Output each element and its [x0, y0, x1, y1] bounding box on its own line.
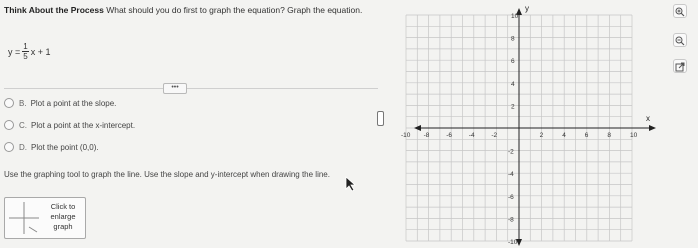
- option-d[interactable]: [4, 141, 135, 153]
- x-tick-label: 6: [584, 132, 589, 139]
- option-letter: C.: [19, 120, 27, 130]
- option-c[interactable]: [4, 119, 135, 131]
- equation-rhs: x + 1: [30, 46, 51, 57]
- enlarge-line1: Click to: [50, 202, 76, 211]
- x-axis-arrow-right: [649, 125, 656, 131]
- x-tick-label: -10: [401, 132, 411, 139]
- y-axis-label: y: [525, 4, 529, 13]
- x-tick-label: -6: [446, 132, 452, 139]
- fraction-denominator: 5: [23, 52, 28, 61]
- option-b[interactable]: [4, 97, 135, 109]
- x-tick-label: 2: [539, 132, 544, 139]
- external-link-icon[interactable]: [673, 59, 687, 73]
- y-tick-label: -10: [508, 239, 518, 246]
- y-tick-label: 8: [511, 35, 515, 43]
- y-tick-label: 10: [511, 13, 519, 20]
- x-axis-label: x: [646, 114, 650, 123]
- more-button[interactable]: •••: [163, 83, 187, 94]
- enlarge-graph-button[interactable]: [4, 197, 86, 239]
- zoom-in-icon[interactable]: [673, 4, 687, 18]
- y-tick-label: 6: [511, 58, 515, 66]
- option-text: Plot a point at the slope.: [30, 98, 117, 108]
- y-tick-label: 2: [511, 103, 515, 111]
- graph-thumbnail-icon: [7, 199, 41, 237]
- option-letter: D.: [19, 142, 27, 152]
- section-divider: [4, 88, 378, 89]
- equation: [8, 42, 50, 61]
- option-text: Plot the point (0,0).: [31, 142, 99, 152]
- x-tick-label: -2: [491, 132, 498, 139]
- y-tick-label: -2: [508, 148, 514, 156]
- equation-fraction: [22, 42, 28, 61]
- instruction-text: Use the graphing tool to graph the line. Use the slope and y-intercept when drawing the line.: [4, 170, 330, 179]
- x-tick-label: 4: [562, 132, 566, 139]
- x-tick-label: -4: [468, 132, 475, 139]
- equation-lhs: y =: [8, 46, 21, 57]
- x-tick-label: -8: [423, 132, 430, 139]
- x-tick-label: 8: [607, 132, 612, 139]
- option-text: Plot a point at the x-intercept.: [31, 120, 136, 130]
- zoom-out-icon[interactable]: [673, 33, 687, 47]
- answer-options: [4, 97, 135, 163]
- question-text: [4, 5, 364, 16]
- fraction-numerator: 1: [23, 42, 28, 51]
- enlarge-line2: enlarge: [50, 212, 76, 221]
- y-tick-label: -8: [508, 216, 514, 224]
- enlarge-label: [43, 202, 83, 232]
- coordinate-grid[interactable]: [398, 0, 668, 248]
- radio-icon[interactable]: [4, 142, 14, 152]
- y-tick-label: 4: [511, 80, 515, 88]
- y-tick-label: -6: [508, 193, 514, 201]
- x-tick-label: 10: [630, 132, 638, 139]
- radio-icon[interactable]: [4, 98, 14, 108]
- option-letter: B.: [19, 98, 27, 108]
- enlarge-line3: graph: [53, 222, 73, 231]
- mouse-cursor-icon: [345, 176, 357, 192]
- y-tick-label: -4: [508, 171, 514, 179]
- radio-icon[interactable]: [4, 120, 14, 130]
- question-body: What should you do first to graph the equation? Graph the equation.: [106, 5, 363, 15]
- question-heading: Think About the Process: [4, 5, 104, 15]
- panel-resize-handle[interactable]: [377, 111, 384, 126]
